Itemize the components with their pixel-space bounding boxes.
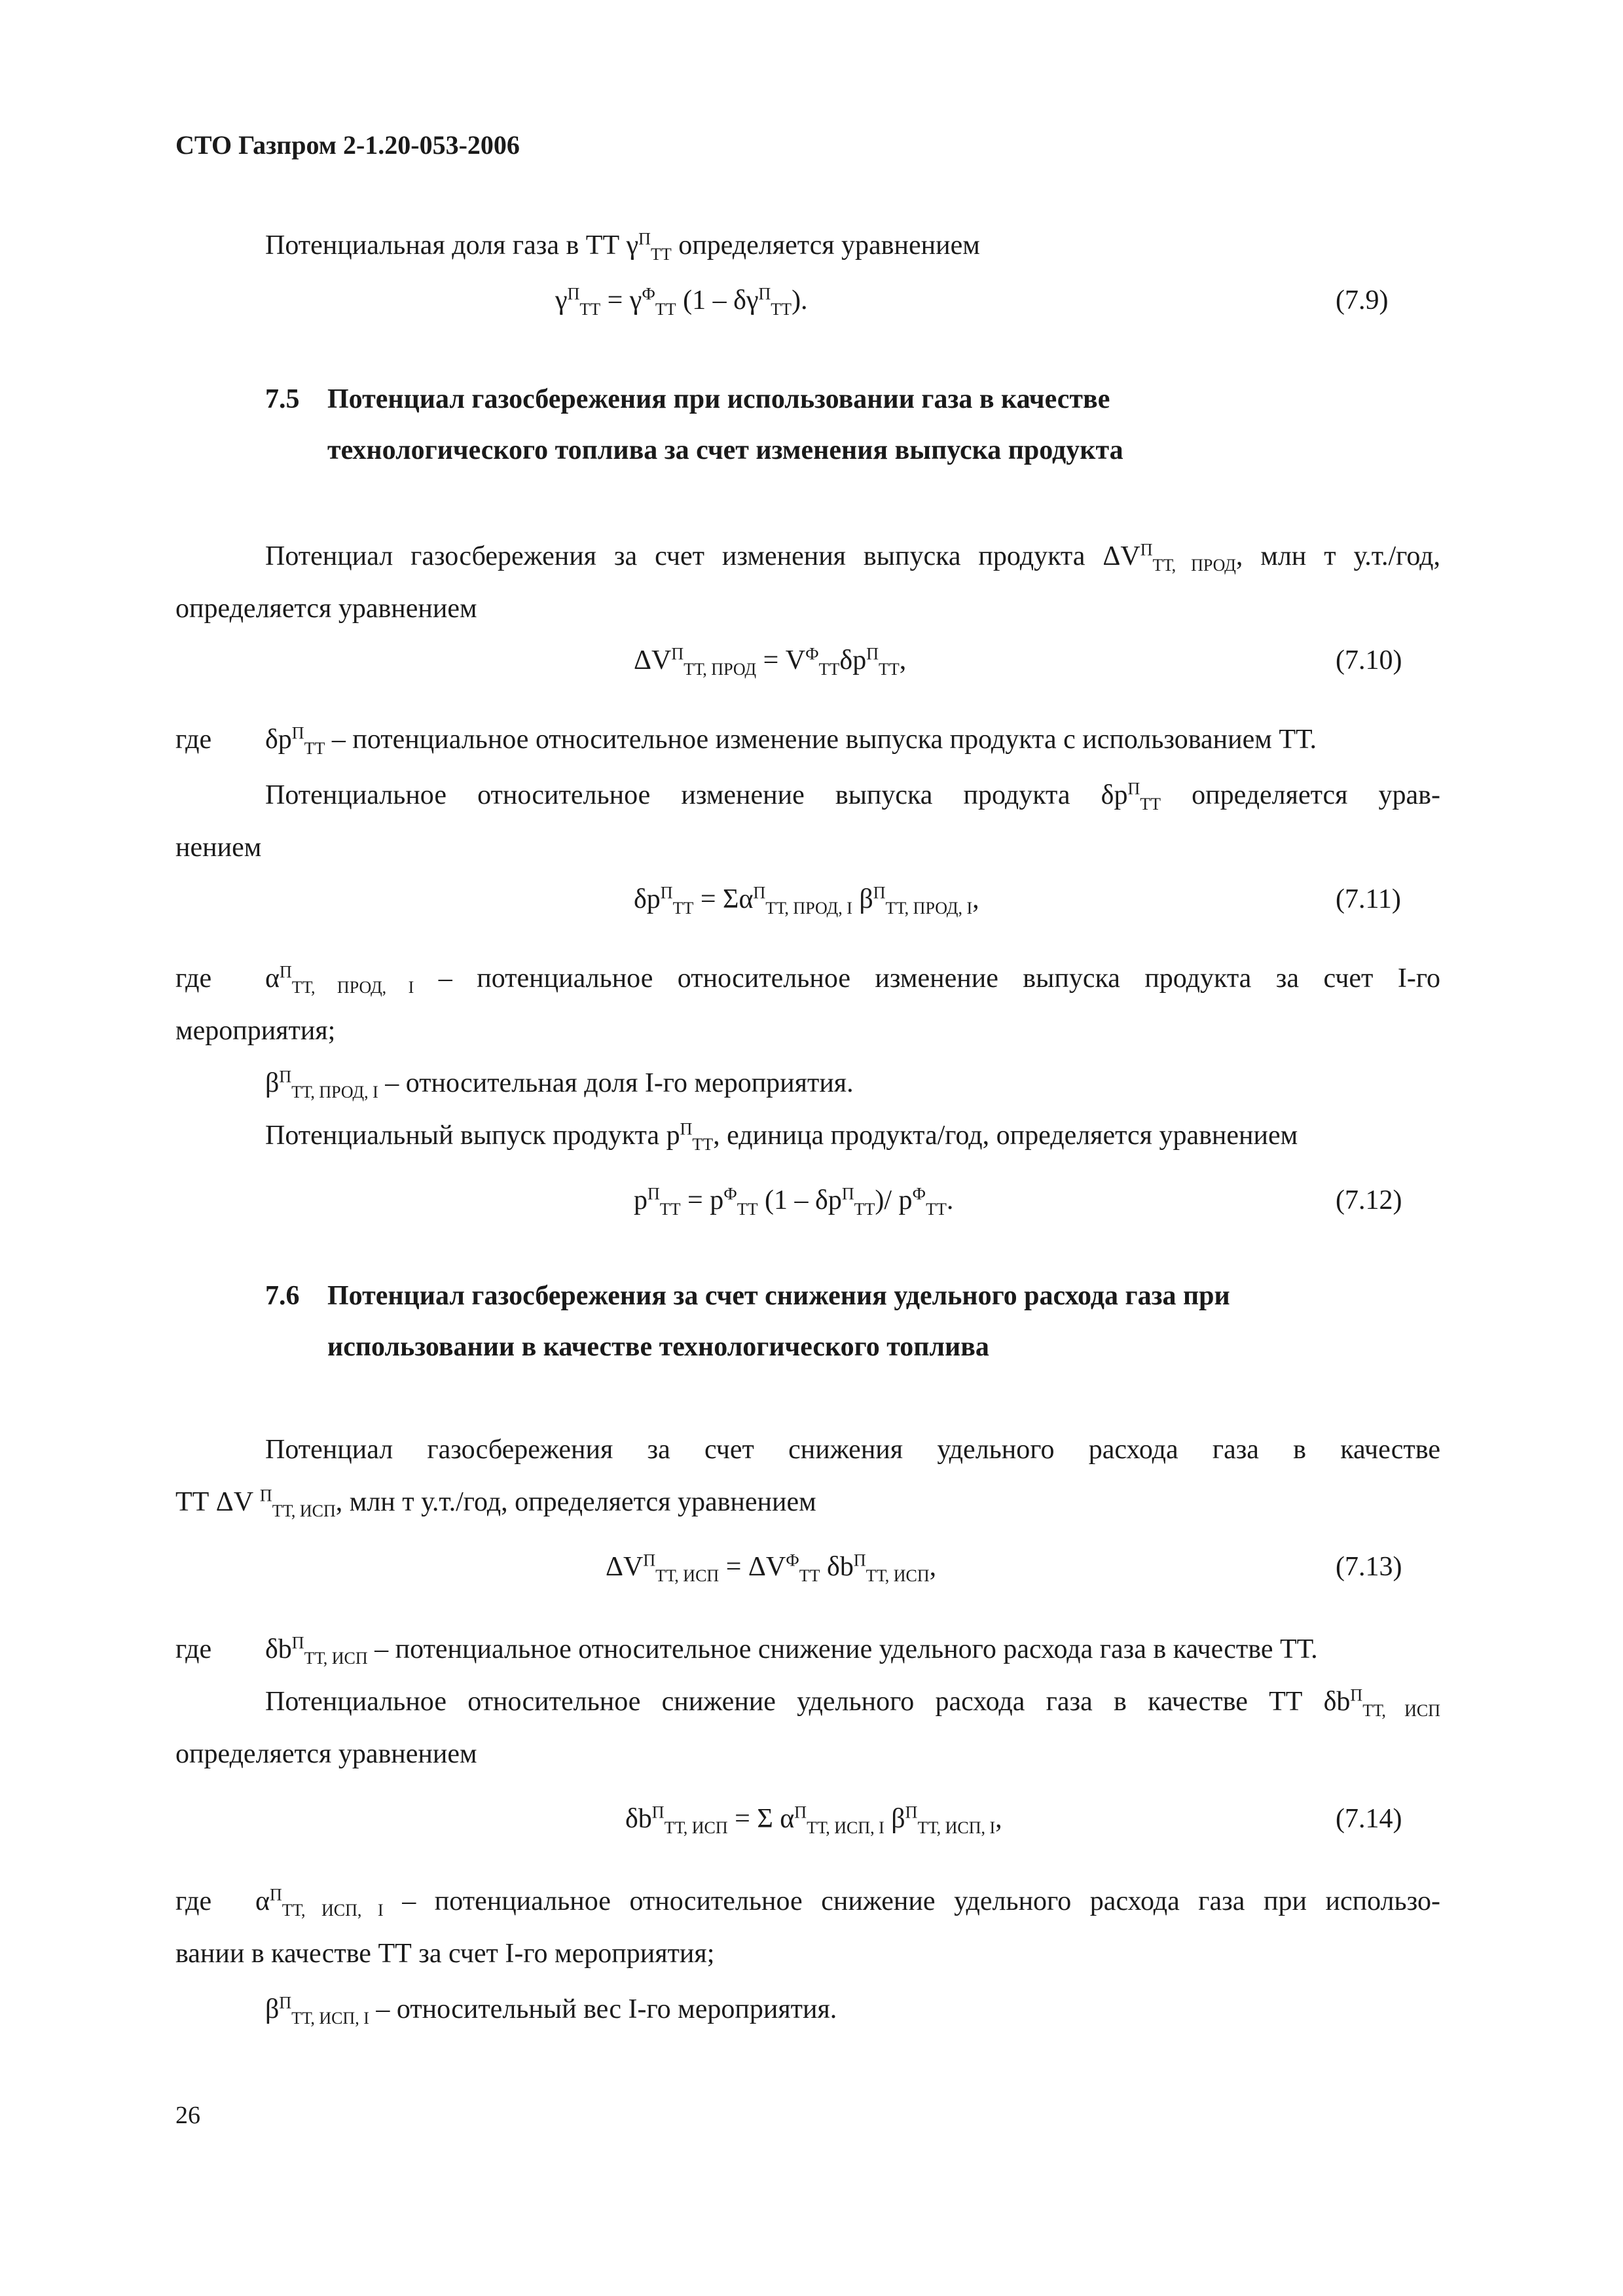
subscript: ТТ, ИСП, I bbox=[282, 1901, 384, 1920]
superscript: П bbox=[291, 1633, 304, 1653]
eq-sub: ТТ bbox=[878, 660, 900, 679]
eq-part: , bbox=[899, 645, 907, 675]
paragraph-line bbox=[265, 540, 1440, 573]
where-label: где bbox=[175, 725, 212, 755]
text-run: Потенциальное относительное изменение выпуска продукта δp bbox=[265, 780, 1128, 810]
paragraph-line bbox=[175, 1486, 816, 1521]
superscript: П bbox=[291, 723, 304, 743]
superscript: П bbox=[259, 1486, 272, 1505]
eq-sup: Ф bbox=[912, 1184, 926, 1204]
paragraph-line: определяется уравнением bbox=[175, 1739, 477, 1769]
eq-sup: П bbox=[794, 1803, 807, 1822]
equation-number: (7.11) bbox=[1336, 884, 1401, 914]
text-run: Потенциальная доля газа в ТТ γ bbox=[265, 230, 639, 260]
superscript: П bbox=[280, 962, 292, 982]
equation-7-12 bbox=[634, 1184, 954, 1219]
definition-line bbox=[265, 723, 1317, 759]
subscript: ТТ, ПРОД, I bbox=[291, 1083, 378, 1102]
equation-number: (7.13) bbox=[1336, 1552, 1402, 1582]
eq-part: p bbox=[634, 1185, 647, 1215]
eq-sub: ТТ bbox=[579, 300, 601, 319]
eq-sub: ТТ, ИСП, I bbox=[917, 1818, 996, 1838]
text-run: δp bbox=[265, 725, 292, 755]
paragraph-line: нением bbox=[175, 833, 262, 863]
eq-sup: Ф bbox=[723, 1184, 737, 1204]
subscript: ТТ bbox=[650, 245, 672, 264]
equation-7-10 bbox=[634, 644, 907, 679]
text-run: – потенциальное относительное снижение удельного расхода газа при использо- bbox=[383, 1886, 1440, 1916]
eq-sup: Ф bbox=[642, 284, 655, 304]
eq-sub: ТТ bbox=[854, 1200, 875, 1219]
eq-part: = γ bbox=[600, 285, 642, 315]
eq-sup: П bbox=[643, 1551, 656, 1570]
section-title-line: использовании в качестве технологического топлива bbox=[327, 1332, 989, 1362]
subscript: ТТ, ИСП bbox=[272, 1501, 336, 1521]
eq-part: δb bbox=[820, 1552, 854, 1582]
eq-sub: ТТ bbox=[926, 1200, 947, 1219]
definition-line: мероприятия; bbox=[175, 1016, 336, 1046]
eq-part: , bbox=[972, 884, 979, 914]
eq-part: (1 – δp bbox=[757, 1185, 842, 1215]
eq-part: (1 – δγ bbox=[676, 285, 759, 315]
eq-sup: П bbox=[671, 644, 684, 664]
text-run: , млн т у.т./год, bbox=[1235, 541, 1440, 571]
superscript: П bbox=[680, 1119, 693, 1139]
eq-sub: ТТ bbox=[799, 1566, 820, 1586]
superscript: П bbox=[270, 1885, 282, 1905]
eq-part: ). bbox=[792, 285, 808, 315]
where-label: где bbox=[175, 963, 212, 994]
subscript: ТТ, ПРОД bbox=[1152, 556, 1236, 575]
subscript: ТТ, ИСП bbox=[304, 1649, 368, 1668]
definition-line bbox=[265, 1067, 854, 1100]
text-run: – относительный вес I-го мероприятия. bbox=[369, 1994, 837, 2024]
equation-number: (7.12) bbox=[1336, 1185, 1402, 1215]
equation-7-9 bbox=[555, 284, 808, 319]
eq-part: β bbox=[884, 1804, 905, 1834]
eq-part: δp bbox=[839, 645, 867, 675]
intro-line bbox=[265, 229, 980, 262]
definition-line bbox=[265, 1993, 837, 2026]
section-title-line: Потенциал газосбережения за счет снижения удельного расхода газа при bbox=[327, 1281, 1230, 1311]
text-run: β bbox=[265, 1068, 280, 1098]
text-run: , млн т у.т./год, определяется уравнением bbox=[335, 1487, 816, 1517]
eq-part: . bbox=[946, 1185, 954, 1215]
definition-line: вании в качестве ТТ за счет I-го мероприятия; bbox=[175, 1939, 715, 1969]
eq-part: )/ p bbox=[875, 1185, 913, 1215]
subscript: ТТ, ПРОД, I bbox=[291, 978, 414, 997]
text-run: α bbox=[265, 963, 280, 994]
eq-sup: Ф bbox=[805, 644, 819, 664]
eq-sub: ТТ, ПРОД, I bbox=[885, 899, 973, 918]
text-run: Потенциал газосбережения за счет изменения выпуска продукта ΔV bbox=[265, 541, 1140, 571]
equation-7-13 bbox=[606, 1551, 937, 1586]
section-title-line: Потенциал газосбережения при использовании газа в качестве bbox=[327, 384, 1110, 414]
eq-part: , bbox=[995, 1804, 1002, 1834]
eq-sup: П bbox=[853, 1551, 866, 1570]
text-run: β bbox=[265, 1994, 280, 2024]
eq-sub: ТТ, ИСП bbox=[866, 1566, 930, 1586]
equation-number: (7.10) bbox=[1336, 645, 1402, 675]
subscript: ТТ bbox=[692, 1135, 714, 1155]
definition-line bbox=[265, 962, 1440, 995]
paragraph-line: Потенциал газосбережения за счет снижения удельного расхода газа в качестве bbox=[265, 1435, 1440, 1465]
eq-sub: ТТ bbox=[771, 300, 792, 319]
eq-sup: Ф bbox=[786, 1551, 799, 1570]
eq-part: δp bbox=[634, 884, 661, 914]
subscript: ТТ bbox=[1140, 795, 1161, 814]
equation-7-11 bbox=[634, 883, 979, 918]
eq-sub: ТТ bbox=[659, 1200, 681, 1219]
paragraph-line: определяется уравнением bbox=[175, 594, 477, 624]
where-label: где bbox=[175, 1634, 212, 1664]
eq-sub: ТТ bbox=[818, 660, 840, 679]
section-number: 7.6 bbox=[265, 1281, 300, 1311]
superscript: П bbox=[1127, 779, 1140, 798]
superscript: П bbox=[638, 229, 651, 249]
eq-sub: ТТ, ПРОД bbox=[684, 660, 757, 679]
subscript: ТТ bbox=[304, 739, 325, 759]
superscript: П bbox=[1350, 1685, 1363, 1705]
eq-sub: ТТ, ИСП bbox=[664, 1818, 728, 1838]
text-run: δb bbox=[265, 1634, 292, 1664]
paragraph-line bbox=[265, 779, 1440, 812]
superscript: П bbox=[279, 1067, 292, 1086]
eq-sup: П bbox=[651, 1803, 665, 1822]
page-number: 26 bbox=[175, 2102, 200, 2129]
eq-part: = Σα bbox=[693, 884, 754, 914]
eq-part: , bbox=[929, 1552, 937, 1582]
document-header: СТО Газпром 2-1.20-053-2006 bbox=[175, 130, 520, 160]
eq-part: = ΔV bbox=[719, 1552, 786, 1582]
eq-part: γ bbox=[555, 285, 568, 315]
text-run: определяется урав- bbox=[1161, 780, 1440, 810]
eq-sup: П bbox=[567, 284, 580, 304]
equation-number: (7.9) bbox=[1336, 285, 1389, 315]
text-run: – относительная доля I-го мероприятия. bbox=[378, 1068, 854, 1098]
where-label: где bbox=[175, 1886, 212, 1916]
definition-line bbox=[265, 1633, 1318, 1666]
eq-part: β bbox=[852, 884, 873, 914]
subscript: ТТ, ИСП bbox=[1362, 1701, 1440, 1721]
equation-number: (7.14) bbox=[1336, 1804, 1402, 1834]
eq-sub: ТТ, ИСП bbox=[655, 1566, 720, 1586]
eq-sup: П bbox=[873, 883, 886, 903]
eq-sup: П bbox=[660, 883, 673, 903]
text-run: Потенциальный выпуск продукта p bbox=[265, 1121, 680, 1151]
eq-sub: ТТ, ПРОД, I bbox=[765, 899, 852, 918]
eq-sup: П bbox=[758, 284, 771, 304]
eq-sup: П bbox=[866, 644, 879, 664]
eq-part: = p bbox=[680, 1185, 724, 1215]
eq-part: ΔV bbox=[634, 645, 672, 675]
text-run: ТТ ΔV bbox=[175, 1487, 260, 1517]
text-run: , единица продукта/год, определяется уравнением bbox=[713, 1121, 1298, 1151]
section-title-line: технологического топлива за счет изменения выпуска продукта bbox=[327, 435, 1123, 465]
definition-line bbox=[255, 1885, 1440, 1918]
subscript: ТТ, ИСП, I bbox=[291, 2009, 369, 2028]
paragraph-line bbox=[265, 1119, 1298, 1155]
text-run: Потенциальное относительное снижение удельного расхода газа в качестве ТТ δb bbox=[265, 1687, 1351, 1717]
superscript: П bbox=[1140, 540, 1153, 560]
eq-sub: ТТ bbox=[737, 1200, 758, 1219]
eq-part: ΔV bbox=[606, 1552, 644, 1582]
eq-part: = V bbox=[756, 645, 806, 675]
text-run: – потенциальное относительное изменение выпуска продукта за счет I-го bbox=[414, 963, 1441, 994]
eq-sub: ТТ, ИСП, I bbox=[807, 1818, 884, 1838]
eq-sub: ТТ bbox=[655, 300, 676, 319]
section-number: 7.5 bbox=[265, 384, 300, 414]
equation-7-14 bbox=[625, 1803, 1002, 1838]
eq-part: δb bbox=[625, 1804, 652, 1834]
paragraph-line bbox=[265, 1685, 1440, 1721]
text-run: α bbox=[255, 1886, 270, 1916]
text-run: – потенциальное относительное снижение удельного расхода газа в качестве ТТ. bbox=[367, 1634, 1318, 1664]
eq-sup: П bbox=[753, 883, 766, 903]
superscript: П bbox=[279, 1993, 292, 2013]
eq-sub: ТТ bbox=[672, 899, 694, 918]
eq-part: = Σ α bbox=[727, 1804, 795, 1834]
eq-sup: П bbox=[647, 1184, 660, 1204]
text-run: – потенциальное относительное изменение выпуска продукта с использованием ТТ. bbox=[325, 725, 1317, 755]
eq-sup: П bbox=[905, 1803, 918, 1822]
eq-sup: П bbox=[841, 1184, 854, 1204]
text-run: определяется уравнением bbox=[671, 230, 980, 260]
